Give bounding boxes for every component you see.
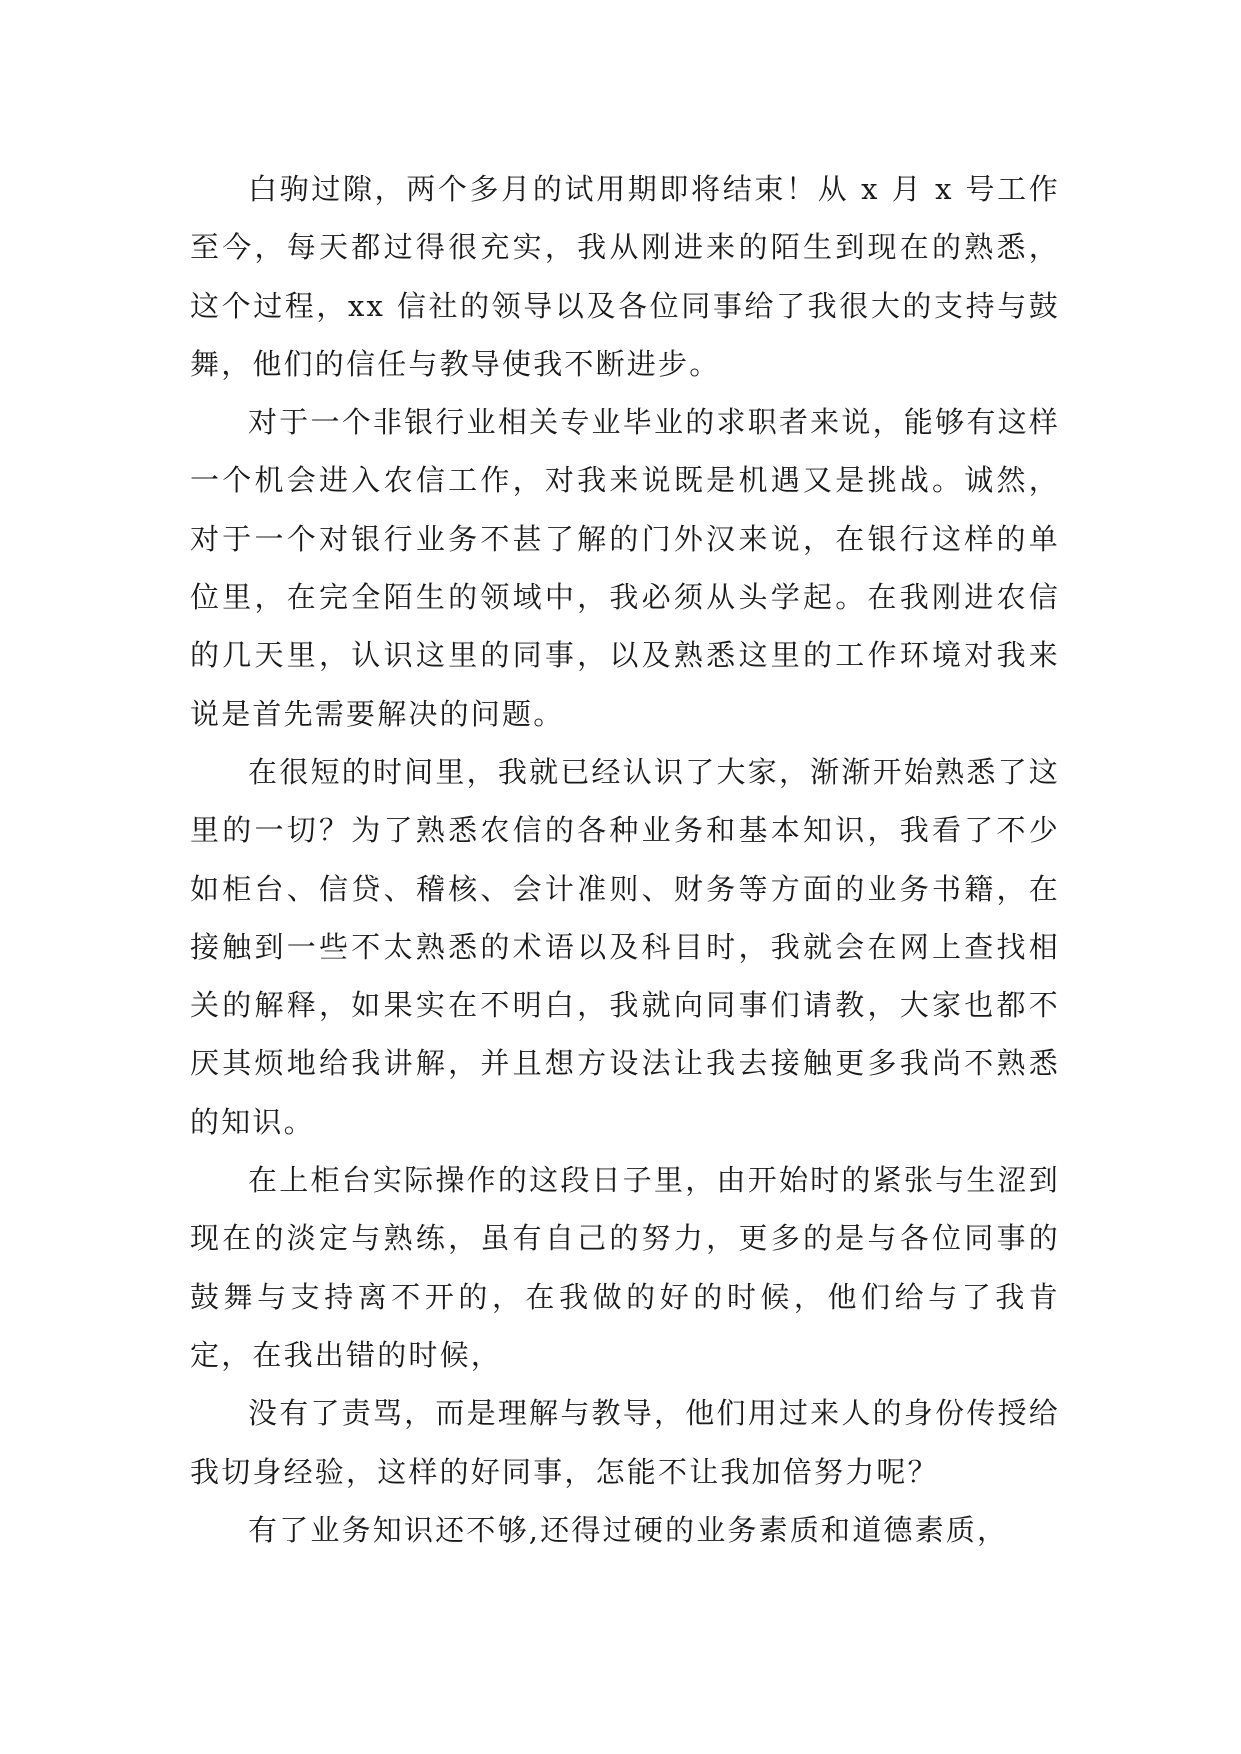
paragraph-1: 白驹过隙，两个多月的试用期即将结束！从 x 月 x 号工作至今，每天都过得很充实，我从刚进来的陌生到现在的熟悉，这个过程，xx 信社的领导以及各位同事给了我很大的支持与鼓舞，他们的信任与教导使我不断进步。 <box>190 172 1060 381</box>
document-body <box>190 160 1060 1559</box>
paragraph-6: 有了业务知识还不够,还得过硬的业务素质和道德素质， <box>248 1512 1009 1547</box>
paragraph-2: 对于一个非银行业相关专业毕业的求职者来说，能够有这样一个机会进入农信工作，对我来说既是机遇又是挑战。诚然，对于一个对银行业务不甚了解的门外汉来说，在银行这样的单位里，在完全陌生的领域中，我必须从头学起。在我刚进农信的几天里，认识这里的同事，以及熟悉这里的工作环境对我来说是首先需要解决的问题。 <box>190 405 1060 731</box>
paragraph-4: 在上柜台实际操作的这段日子里，由开始时的紧张与生涩到现在的淡定与熟练，虽有自己的努力，更多的是与各位同事的鼓舞与支持离不开的，在我做的好的时候，他们给与了我肯定，在我出错的时候， <box>190 1163 1060 1372</box>
paragraph-5: 没有了责骂，而是理解与教导，他们用过来人的身份传授给我切身经验，这样的好同事，怎能不让我加倍努力呢？ <box>190 1396 1060 1489</box>
paragraph-3: 在很短的时间里，我就已经认识了大家，渐渐开始熟悉了这里的一切？为了熟悉农信的各种业务和基本知识，我看了不少如柜台、信贷、稽核、会计准则、财务等方面的业务书籍，在接触到一些不太熟悉的术语以及科目时，我就会在网上查找相关的解释，如果实在不明白，我就向同事们请教，大家也都不厌其烦地给我讲解，并且想方设法让我去接触更多我尚不熟悉的知识。 <box>190 754 1060 1139</box>
